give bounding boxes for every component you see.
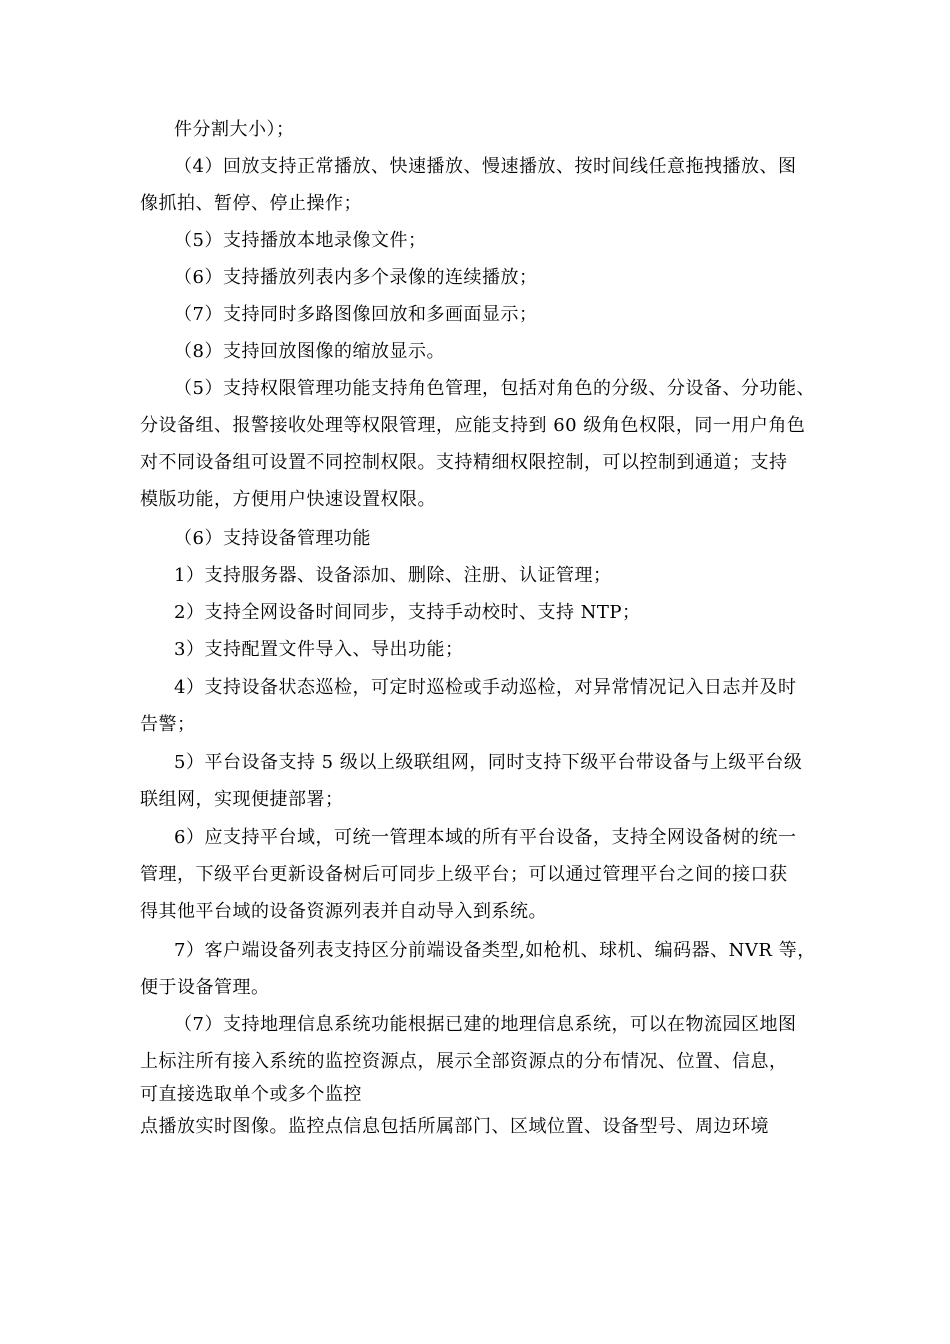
text-line: 2）支持全网设备时间同步，支持手动校时、支持 NTP； [174, 602, 641, 623]
text-line: 上标注所有接入系统的监控资源点，展示全部资源点的分布情况、位置、信息， [140, 1051, 788, 1072]
text-line: （5）支持权限管理功能支持角色管理，包括对角色的分级、分设备、分功能、 [174, 378, 815, 399]
text-line: （8）支持回放图像的缩放显示。 [174, 341, 445, 362]
text-line: 分设备组、报警接收处理等权限管理，应能支持到 60 级角色权限，同一用户角色 [140, 415, 806, 436]
text-line: （5）支持播放本地录像文件； [174, 230, 427, 251]
text-line: 7）客户端设备列表支持区分前端设备类型,如枪机、球机、编码器、NVR 等， [174, 940, 816, 961]
text-line: 管理，下级平台更新设备树后可同步上级平台；可以通过管理平台之间的接口获 [140, 864, 788, 885]
text-line: （6）支持设备管理功能 [174, 528, 371, 549]
text-line: 3）支持配置文件导入、导出功能； [174, 639, 464, 660]
text-line: 1）支持服务器、设备添加、删除、注册、认证管理； [174, 565, 612, 586]
text-line: 6）应支持平台域，可统一管理本域的所有平台设备，支持全网设备树的统一 [174, 827, 797, 848]
text-line: 模版功能，方便用户快速设置权限。 [140, 489, 436, 510]
text-line: （6）支持播放列表内多个录像的连续播放； [174, 267, 538, 288]
text-line: （7）支持地理信息系统功能根据已建的地理信息系统，可以在物流园区地图 [174, 1014, 797, 1035]
text-line: 像抓拍、暂停、停止操作； [140, 193, 362, 214]
text-line: 件分割大小）； [174, 119, 295, 140]
text-line: 可直接选取单个或多个监控 [140, 1084, 362, 1105]
text-line: 对不同设备组可设置不同控制权限。支持精细权限控制，可以控制到通道；支持 [140, 452, 788, 473]
text-line: 5）平台设备支持 5 级以上级联组网，同时支持下级平台带设备与上级平台级 [174, 752, 803, 773]
text-line: （7）支持同时多路图像回放和多画面显示； [174, 304, 538, 325]
text-line: 便于设备管理。 [140, 977, 270, 998]
text-line: 得其他平台域的设备资源列表并自动导入到系统。 [140, 901, 547, 922]
text-line: 点播放实时图像。监控点信息包括所属部门、区域位置、设备型号、周边环境 [140, 1116, 769, 1137]
text-line: 联组网，实现便捷部署； [140, 789, 344, 810]
text-line: 4）支持设备状态巡检，可定时巡检或手动巡检，对异常情况记入日志并及时 [174, 677, 797, 698]
text-line: （4）回放支持正常播放、快速播放、慢速播放、按时间线任意拖拽播放、图 [174, 156, 797, 177]
text-line: 告警； [140, 714, 196, 735]
